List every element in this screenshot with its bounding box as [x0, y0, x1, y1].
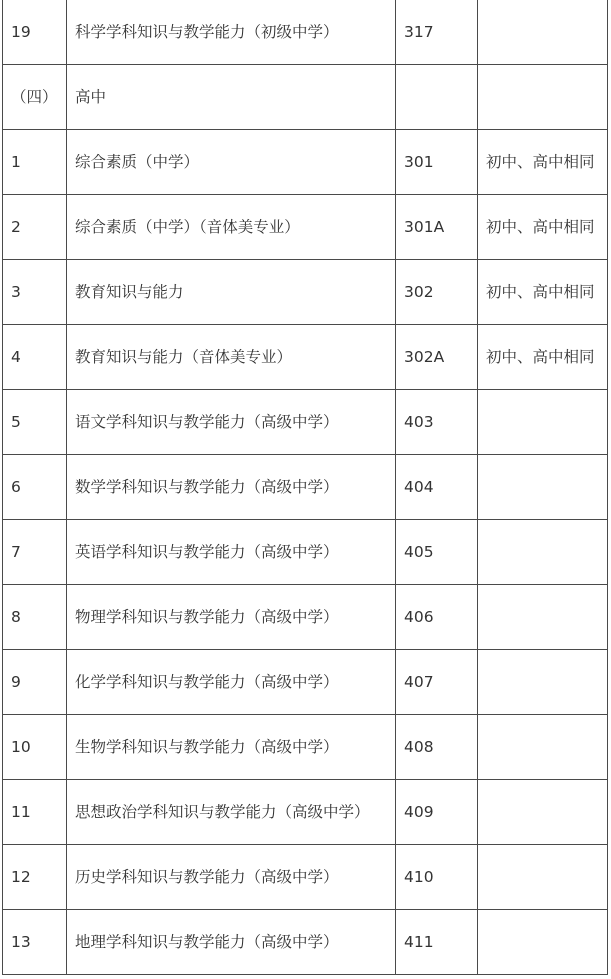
- subject-note-cell: [478, 585, 608, 650]
- subject-code-cell: 302: [396, 260, 478, 325]
- subject-name-cell: 英语学科知识与教学能力（高级中学）: [67, 520, 396, 585]
- subject-code-cell: 404: [396, 455, 478, 520]
- subject-note-cell: [478, 780, 608, 845]
- subject-note-cell: [478, 845, 608, 910]
- subject-number-cell: 11: [3, 780, 67, 845]
- subject-number-cell: 12: [3, 845, 67, 910]
- subject-name-cell: 数学学科知识与教学能力（高级中学）: [67, 455, 396, 520]
- subject-note-cell: [478, 455, 608, 520]
- subject-note-cell: 初中、高中相同: [478, 130, 608, 195]
- subject-code-cell: 301A: [396, 195, 478, 260]
- subject-number-cell: 7: [3, 520, 67, 585]
- subject-code-cell: 406: [396, 585, 478, 650]
- subject-name-cell: 高中: [67, 65, 396, 130]
- table-row: [3, 780, 608, 845]
- subject-number-cell: 13: [3, 910, 67, 975]
- subject-name-cell: 教育知识与能力: [67, 260, 396, 325]
- subject-code-cell: 403: [396, 390, 478, 455]
- subject-name-cell: 综合素质（中学）: [67, 130, 396, 195]
- subject-name-cell: 历史学科知识与教学能力（高级中学）: [67, 845, 396, 910]
- subject-number-cell: （四）: [3, 65, 67, 130]
- table-row: [3, 195, 608, 260]
- subject-note-cell: 初中、高中相同: [478, 260, 608, 325]
- subject-code-cell: 408: [396, 715, 478, 780]
- table-row: [3, 910, 608, 975]
- subject-name-cell: 语文学科知识与教学能力（高级中学）: [67, 390, 396, 455]
- subject-note-cell: [478, 390, 608, 455]
- subject-note-cell: [478, 0, 608, 65]
- subject-code-cell: 411: [396, 910, 478, 975]
- subject-note-cell: [478, 650, 608, 715]
- subject-name-cell: 化学学科知识与教学能力（高级中学）: [67, 650, 396, 715]
- subject-code-cell: 302A: [396, 325, 478, 390]
- table-row: [3, 325, 608, 390]
- table-row: [3, 845, 608, 910]
- subject-note-cell: [478, 910, 608, 975]
- table-row: [3, 650, 608, 715]
- subject-number-cell: 3: [3, 260, 67, 325]
- subject-number-cell: 2: [3, 195, 67, 260]
- subject-code-cell: 409: [396, 780, 478, 845]
- table-row: [3, 715, 608, 780]
- table-row: [3, 455, 608, 520]
- subject-name-cell: 地理学科知识与教学能力（高级中学）: [67, 910, 396, 975]
- subject-note-cell: 初中、高中相同: [478, 325, 608, 390]
- table-body: [3, 0, 608, 975]
- subject-number-cell: 5: [3, 390, 67, 455]
- subject-number-cell: 8: [3, 585, 67, 650]
- subject-note-cell: [478, 715, 608, 780]
- subject-name-cell: 生物学科知识与教学能力（高级中学）: [67, 715, 396, 780]
- table-row: [3, 130, 608, 195]
- subject-code-cell: 317: [396, 0, 478, 65]
- subject-name-cell: 综合素质（中学）（音体美专业）: [67, 195, 396, 260]
- subject-code-cell: 407: [396, 650, 478, 715]
- subject-name-cell: 教育知识与能力（音体美专业）: [67, 325, 396, 390]
- subject-number-cell: 9: [3, 650, 67, 715]
- table-row: [3, 585, 608, 650]
- subject-code-cell: 410: [396, 845, 478, 910]
- subject-name-cell: 科学学科知识与教学能力（初级中学）: [67, 0, 396, 65]
- subject-note-cell: [478, 65, 608, 130]
- subject-note-cell: 初中、高中相同: [478, 195, 608, 260]
- subject-number-cell: 4: [3, 325, 67, 390]
- subject-number-cell: 6: [3, 455, 67, 520]
- table-row: [3, 0, 608, 65]
- exam-subjects-table: [2, 0, 608, 975]
- table-row: [3, 260, 608, 325]
- subject-code-cell: 405: [396, 520, 478, 585]
- subject-note-cell: [478, 520, 608, 585]
- subject-number-cell: 19: [3, 0, 67, 65]
- table-row: [3, 520, 608, 585]
- subject-code-cell: [396, 65, 478, 130]
- section-row: [3, 65, 608, 130]
- table-row: [3, 390, 608, 455]
- subject-code-cell: 301: [396, 130, 478, 195]
- subject-name-cell: 思想政治学科知识与教学能力（高级中学）: [67, 780, 396, 845]
- subject-number-cell: 1: [3, 130, 67, 195]
- subject-number-cell: 10: [3, 715, 67, 780]
- subject-name-cell: 物理学科知识与教学能力（高级中学）: [67, 585, 396, 650]
